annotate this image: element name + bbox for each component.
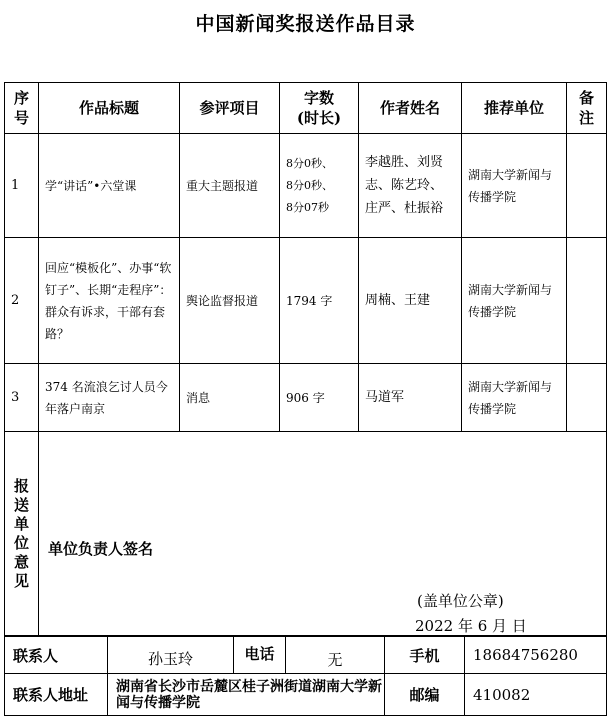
row-authors: 马道军 xyxy=(359,364,462,432)
phone-value: 无 xyxy=(286,637,385,674)
header-category: 参评项目 xyxy=(180,83,280,134)
row-seq: 3 xyxy=(5,364,39,432)
row-word-count: 8分0秒、 8分0秒、 8分07秒 xyxy=(280,134,359,238)
page-title: 中国新闻奖报送作品目录 xyxy=(195,13,416,35)
contact-person-label: 联系人 xyxy=(5,637,108,674)
header-seq: 序号 xyxy=(5,83,39,134)
row-seq: 1 xyxy=(5,134,39,238)
mobile-value: 18684756280 xyxy=(465,637,607,674)
mobile-label: 手机 xyxy=(385,637,465,674)
contact-row xyxy=(5,674,607,716)
row-category: 舆论监督报道 xyxy=(180,238,280,364)
table-row xyxy=(5,238,607,364)
row-category: 重大主题报道 xyxy=(180,134,280,238)
header-authors: 作者姓名 xyxy=(359,83,462,134)
header-word-count: 字数 (时长) xyxy=(280,83,359,134)
table-row xyxy=(5,364,607,432)
table-row xyxy=(5,134,607,238)
address-label: 联系人地址 xyxy=(5,674,108,716)
row-word-count: 1794 字 xyxy=(280,238,359,364)
header-work-title: 作品标题 xyxy=(39,83,180,134)
contact-row xyxy=(5,637,607,674)
row-unit: 湖南大学新闻与传播学院 xyxy=(462,134,567,238)
header-unit: 推荐单位 xyxy=(462,83,567,134)
header-remark: 备注 xyxy=(567,83,607,134)
opinion-row xyxy=(5,432,607,636)
row-word-count: 906 字 xyxy=(280,364,359,432)
signature-label: 单位负责人签名 xyxy=(48,540,154,558)
row-work-title: 回应“模板化”、办事“软钉子”、长期“走程序”：群众有诉求，干部有套路？ xyxy=(39,238,180,364)
contact-table xyxy=(4,636,607,716)
contact-person-value: 孙玉玲 xyxy=(108,637,234,674)
row-unit: 湖南大学新闻与传播学院 xyxy=(462,364,567,432)
row-remark xyxy=(567,134,607,238)
table-header-row xyxy=(5,83,607,134)
phone-label: 电话 xyxy=(234,637,286,674)
opinion-label: 报送单位意见 xyxy=(5,432,39,636)
seal-text: (盖单位公章) xyxy=(417,592,504,610)
row-authors: 周楠、王建 xyxy=(359,238,462,364)
postcode-label: 邮编 xyxy=(385,674,465,716)
row-work-title: 374 名流浪乞讨人员今年落户南京 xyxy=(39,364,180,432)
postcode-value: 410082 xyxy=(465,674,607,716)
row-category: 消息 xyxy=(180,364,280,432)
row-work-title: 学“讲话”•六堂课 xyxy=(39,134,180,238)
date-text: 2022 年 6 月 日 xyxy=(415,617,527,635)
works-table xyxy=(4,82,607,636)
opinion-area xyxy=(39,432,607,636)
row-remark xyxy=(567,364,607,432)
row-seq: 2 xyxy=(5,238,39,364)
address-value: 湖南省长沙市岳麓区桂子洲街道湖南大学新闻与传播学院 xyxy=(108,674,385,716)
row-remark xyxy=(567,238,607,364)
row-authors: 李越胜、刘贤志、陈艺玲、庄严、杜振裕 xyxy=(359,134,462,238)
row-unit: 湖南大学新闻与传播学院 xyxy=(462,238,567,364)
